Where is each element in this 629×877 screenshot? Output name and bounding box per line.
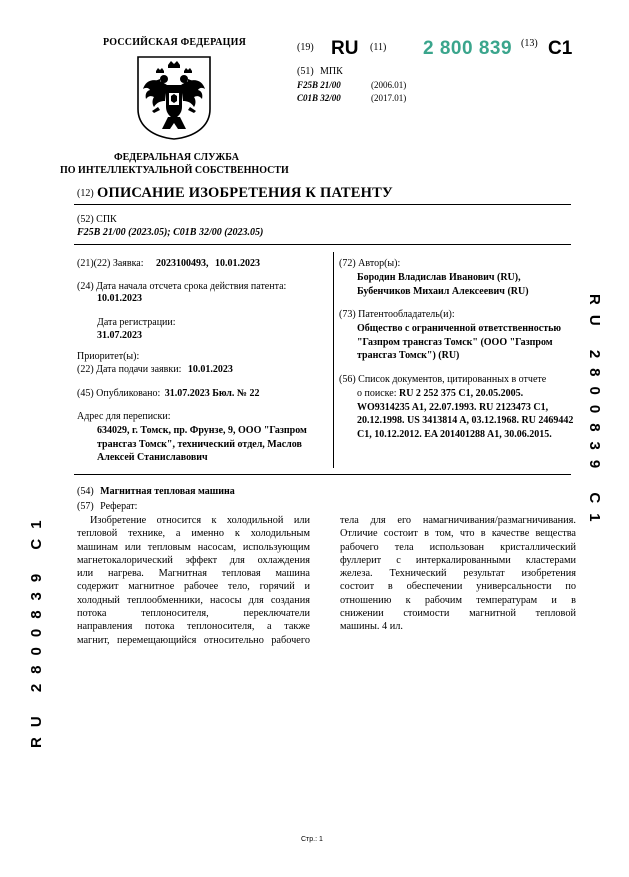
ipc-code: C01B 32/00 [297, 93, 341, 103]
abstract-line: или нагрева. Магнитная тепловая машина [77, 568, 310, 580]
docs-label: (56) Список документов, цитированных в отчете [339, 374, 547, 385]
coat-of-arms-icon [134, 55, 214, 141]
application-number: 2023100493, [156, 258, 209, 269]
published-label: (45) Опубликовано: [77, 388, 161, 399]
abstract-line: состоит в обеспечении универсальности по [340, 581, 576, 593]
abstract-label-row [77, 501, 137, 512]
invention-name: Магнитная тепловая машина [100, 486, 235, 497]
mpk-label: МПК [320, 66, 343, 77]
address-line: трансгаз Томск", технический отдел, Маслов [97, 438, 302, 450]
registration-label: Дата регистрации: [97, 317, 176, 328]
spk-label: (52) СПК [77, 214, 117, 225]
country-code: RU [331, 38, 359, 59]
docs-line [357, 387, 573, 401]
biblio-divider [74, 474, 571, 475]
docs-line: WO9314235 A1, 22.07.1993. RU 2123473 C1, [357, 401, 549, 413]
abstract-line: фуллерит с интеркалированными кластерами [340, 554, 576, 566]
abstract-left-column [77, 514, 310, 647]
abstract-line: потока теплоносителя, переключатели [77, 608, 310, 620]
spk-value: F25B 21/00 (2023.05); C01B 32/00 (2023.05) [77, 227, 264, 238]
page-number: Стр.: 1 [301, 836, 323, 843]
filing-row [77, 364, 233, 375]
margin-left-number: RU 2800839 C1 [28, 510, 45, 748]
author-name: Бубенчиков Михаил Алексеевич (RU) [357, 285, 529, 297]
invention-name-row [77, 486, 235, 497]
abstract-line: машины. 4 ил. [340, 621, 403, 633]
abstract-line: тела для его намагничивания/размагничивания. [340, 515, 576, 526]
ipc-date: (2006.01) [371, 80, 407, 90]
abstract-line: магнетокалорический эффект для охлаждения [77, 554, 310, 566]
address-line: Алексей Станиславович [97, 452, 208, 463]
priority-label: Приоритет(ы): [77, 351, 140, 362]
abstract-line: направления потока теплоносителя, а также [77, 621, 310, 633]
code-19: (19) [297, 42, 314, 53]
abstract-line: отношению к рабочим температурам и в [340, 594, 576, 606]
author-name: Бородин Владислав Иванович (RU), [357, 272, 521, 283]
code-51: (51) [297, 66, 314, 77]
holder-label: (73) Патентообладатель(и): [339, 309, 455, 320]
country-name: РОССИЙСКАЯ ФЕДЕРАЦИЯ [103, 37, 247, 48]
abstract-line: холодный теплообменники, насосы для создания [77, 594, 310, 606]
abstract-line: Изобретение относится к холодильной или [90, 515, 310, 526]
published-value: 31.07.2023 Бюл. № 22 [164, 388, 260, 399]
holder-line: "Газпром трансгаз Томск" (ООО "Газпром [357, 336, 553, 348]
docs-line: 20.12.1998. US 3413814 A, 03.12.1968. RU 2469442 [357, 415, 574, 426]
abstract-line: рабочего тела использован кристаллический [340, 541, 576, 553]
registration-value: 31.07.2023 [97, 330, 142, 341]
application-row [77, 258, 260, 269]
code-12: (12) [77, 188, 94, 199]
code-11: (11) [370, 42, 387, 53]
code-13: (13) [521, 38, 538, 49]
margin-right-number: RU 2800839 C1 [586, 294, 603, 532]
application-label: (21)(22) Заявка: [77, 258, 144, 269]
address-block [97, 424, 307, 465]
authors-label: (72) Автор(ы): [339, 258, 401, 269]
term-start-value: 10.01.2023 [97, 293, 142, 304]
abstract-line: магнит, перемещающийся относительно рабочего [77, 634, 310, 646]
ipc-date: (2017.01) [371, 93, 407, 103]
abstract-line: Отличие состоит в том, что в качестве вещества [340, 528, 576, 540]
kind-code: C1 [548, 38, 573, 59]
address-label: Адрес для переписки: [77, 411, 171, 422]
published-row [77, 388, 259, 399]
application-date: 10.01.2023 [215, 258, 261, 269]
filing-value: 10.01.2023 [187, 364, 233, 375]
docs-line: C1, 10.12.2012. EA 201401288 A1, 30.06.2015. [357, 428, 552, 440]
column-divider [333, 252, 334, 468]
docs-prefix: о поиске: [357, 388, 397, 399]
authors-block [357, 271, 529, 298]
abstract-line: машинам или тепловым насосам, использующим [77, 541, 310, 553]
abstract-line: содержит магнитное рабочее тело, горячий и [77, 581, 310, 593]
spk-divider [74, 244, 571, 245]
holder-line: трансгаз Томск") (RU) [357, 350, 460, 361]
ipc-row-1 [297, 80, 407, 90]
patent-number: 2 800 839 [423, 38, 513, 59]
holder-line: Общество с ограниченной ответственностью [357, 323, 562, 334]
abstract-line: тепловой технике, а именно к холодильным [77, 528, 310, 540]
agency-name-line1: ФЕДЕРАЛЬНАЯ СЛУЖБА [114, 152, 239, 163]
address-line: 634029, г. Томск, пр. Фрунзе, 9, ООО "Газпром [97, 425, 307, 436]
abstract-line: железа. Технический результат изобретения [340, 568, 576, 580]
term-start-label: (24) Дата начала отсчета срока действия патента: [77, 281, 287, 292]
docs-block [357, 387, 573, 441]
docs-ref: RU 2 252 375 C1, 20.05.2005. [398, 388, 524, 399]
document-title: ОПИСАНИЕ ИЗОБРЕТЕНИЯ К ПАТЕНТУ [97, 185, 393, 201]
ipc-code: F25B 21/00 [297, 80, 341, 90]
abstract-label: Реферат: [100, 501, 138, 512]
title-divider [74, 204, 571, 205]
filing-label: (22) Дата подачи заявки: [77, 364, 182, 375]
agency-name-line2: ПО ИНТЕЛЛЕКТУАЛЬНОЙ СОБСТВЕННОСТИ [60, 165, 289, 176]
code-57: (57) [77, 501, 94, 512]
ipc-row-2 [297, 93, 407, 103]
holder-block [357, 322, 561, 363]
abstract-line: снижении стоимости магнитной тепловой [340, 608, 576, 620]
code-54: (54) [77, 486, 94, 497]
abstract-right-column [340, 514, 576, 634]
